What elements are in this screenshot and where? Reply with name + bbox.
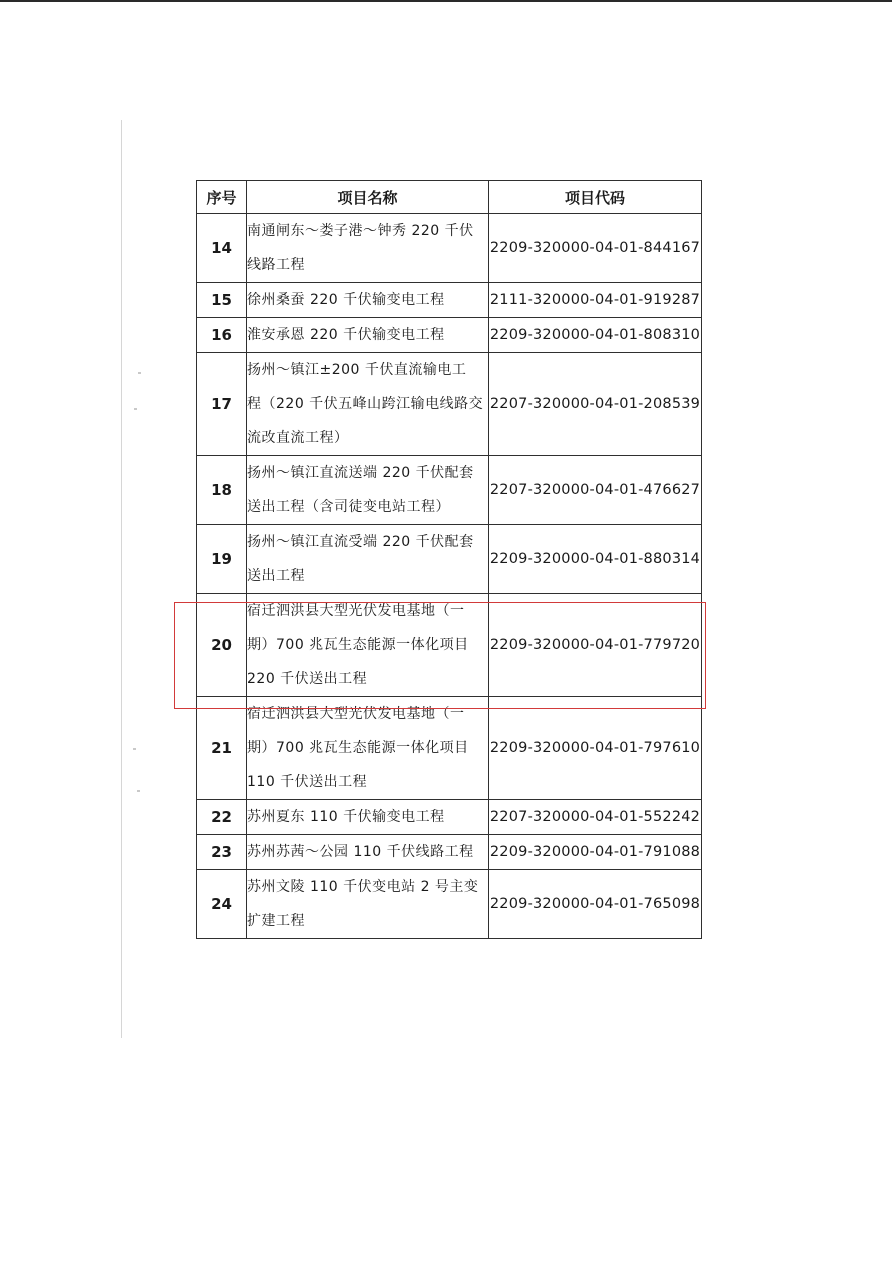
header-project-name: 项目名称 bbox=[247, 181, 489, 214]
header-index: 序号 bbox=[197, 181, 247, 214]
project-name-line: 220 千伏送出工程 bbox=[247, 671, 368, 687]
project-name-line: 宿迁泗洪县大型光伏发电基地（一 bbox=[247, 603, 465, 619]
row-index: 14 bbox=[197, 214, 247, 283]
row-index: 23 bbox=[197, 835, 247, 870]
row-index: 24 bbox=[197, 870, 247, 939]
row-index: 21 bbox=[197, 697, 247, 800]
row-index: 22 bbox=[197, 800, 247, 835]
project-name-line: 苏州文陵 110 千伏变电站 2 号主变 bbox=[247, 879, 479, 895]
table-header-row bbox=[197, 181, 702, 214]
row-project-code: 2209-320000-04-01-808310 bbox=[489, 318, 702, 353]
row-project-name bbox=[247, 870, 489, 939]
scan-margin-line bbox=[121, 120, 122, 1038]
table-row bbox=[197, 697, 702, 800]
row-index: 16 bbox=[197, 318, 247, 353]
table-row bbox=[197, 456, 702, 525]
row-project-name bbox=[247, 525, 489, 594]
row-project-code: 2209-320000-04-01-844167 bbox=[489, 214, 702, 283]
row-project-name bbox=[247, 800, 489, 835]
project-name-line: 扬州～镇江直流送端 220 千伏配套 bbox=[247, 465, 474, 481]
row-index: 15 bbox=[197, 283, 247, 318]
scan-top-edge bbox=[0, 0, 892, 2]
row-project-code: 2209-320000-04-01-791088 bbox=[489, 835, 702, 870]
scan-speck bbox=[134, 408, 137, 410]
project-name-line: 宿迁泗洪县大型光伏发电基地（一 bbox=[247, 706, 465, 722]
row-project-name bbox=[247, 318, 489, 353]
row-project-code: 2207-320000-04-01-552242 bbox=[489, 800, 702, 835]
project-name-line: 送出工程 bbox=[247, 568, 305, 584]
project-name-line: 线路工程 bbox=[247, 257, 305, 273]
table-row bbox=[197, 318, 702, 353]
table-row bbox=[197, 870, 702, 939]
row-project-code: 2209-320000-04-01-779720 bbox=[489, 594, 702, 697]
table-row bbox=[197, 835, 702, 870]
row-project-code: 2207-320000-04-01-208539 bbox=[489, 353, 702, 456]
row-project-name bbox=[247, 835, 489, 870]
project-name-line: 程（220 千伏五峰山跨江输电线路交 bbox=[247, 396, 484, 412]
header-project-code: 项目代码 bbox=[489, 181, 702, 214]
row-index: 20 bbox=[197, 594, 247, 697]
table-body bbox=[197, 214, 702, 939]
project-table bbox=[196, 180, 702, 939]
row-index: 17 bbox=[197, 353, 247, 456]
table-row bbox=[197, 800, 702, 835]
table-row bbox=[197, 214, 702, 283]
row-project-code: 2209-320000-04-01-765098 bbox=[489, 870, 702, 939]
row-project-name bbox=[247, 456, 489, 525]
row-project-code: 2111-320000-04-01-919287 bbox=[489, 283, 702, 318]
highlight-box-row-20 bbox=[174, 602, 706, 709]
project-name-line: 苏州夏东 110 千伏输变电工程 bbox=[247, 809, 445, 825]
project-name-line: 期）700 兆瓦生态能源一体化项目 bbox=[247, 740, 469, 756]
project-name-line: 南通闸东～娄子港～钟秀 220 千伏 bbox=[247, 223, 474, 239]
project-name-line: 期）700 兆瓦生态能源一体化项目 bbox=[247, 637, 469, 653]
project-name-line: 流改直流工程） bbox=[247, 430, 349, 446]
row-project-name bbox=[247, 214, 489, 283]
project-name-line: 送出工程（含司徒变电站工程） bbox=[247, 499, 450, 515]
scan-speck bbox=[133, 748, 136, 750]
row-project-code: 2209-320000-04-01-880314 bbox=[489, 525, 702, 594]
row-project-name bbox=[247, 283, 489, 318]
project-name-line: 扩建工程 bbox=[247, 913, 305, 929]
project-name-line: 扬州～镇江直流受端 220 千伏配套 bbox=[247, 534, 474, 550]
row-project-name bbox=[247, 697, 489, 800]
table-row bbox=[197, 283, 702, 318]
project-name-line: 扬州～镇江±200 千伏直流输电工 bbox=[247, 362, 467, 378]
row-project-code: 2209-320000-04-01-797610 bbox=[489, 697, 702, 800]
project-name-line: 110 千伏送出工程 bbox=[247, 774, 368, 790]
scan-speck bbox=[137, 790, 140, 792]
row-project-name bbox=[247, 353, 489, 456]
project-name-line: 淮安承恩 220 千伏输变电工程 bbox=[247, 327, 445, 343]
scan-speck bbox=[138, 372, 141, 374]
project-name-line: 苏州苏茜～公园 110 千伏线路工程 bbox=[247, 844, 474, 860]
project-name-line: 徐州桑蚕 220 千伏输变电工程 bbox=[247, 292, 445, 308]
table-row bbox=[197, 353, 702, 456]
row-project-code: 2207-320000-04-01-476627 bbox=[489, 456, 702, 525]
table-row bbox=[197, 525, 702, 594]
row-index: 18 bbox=[197, 456, 247, 525]
row-index: 19 bbox=[197, 525, 247, 594]
